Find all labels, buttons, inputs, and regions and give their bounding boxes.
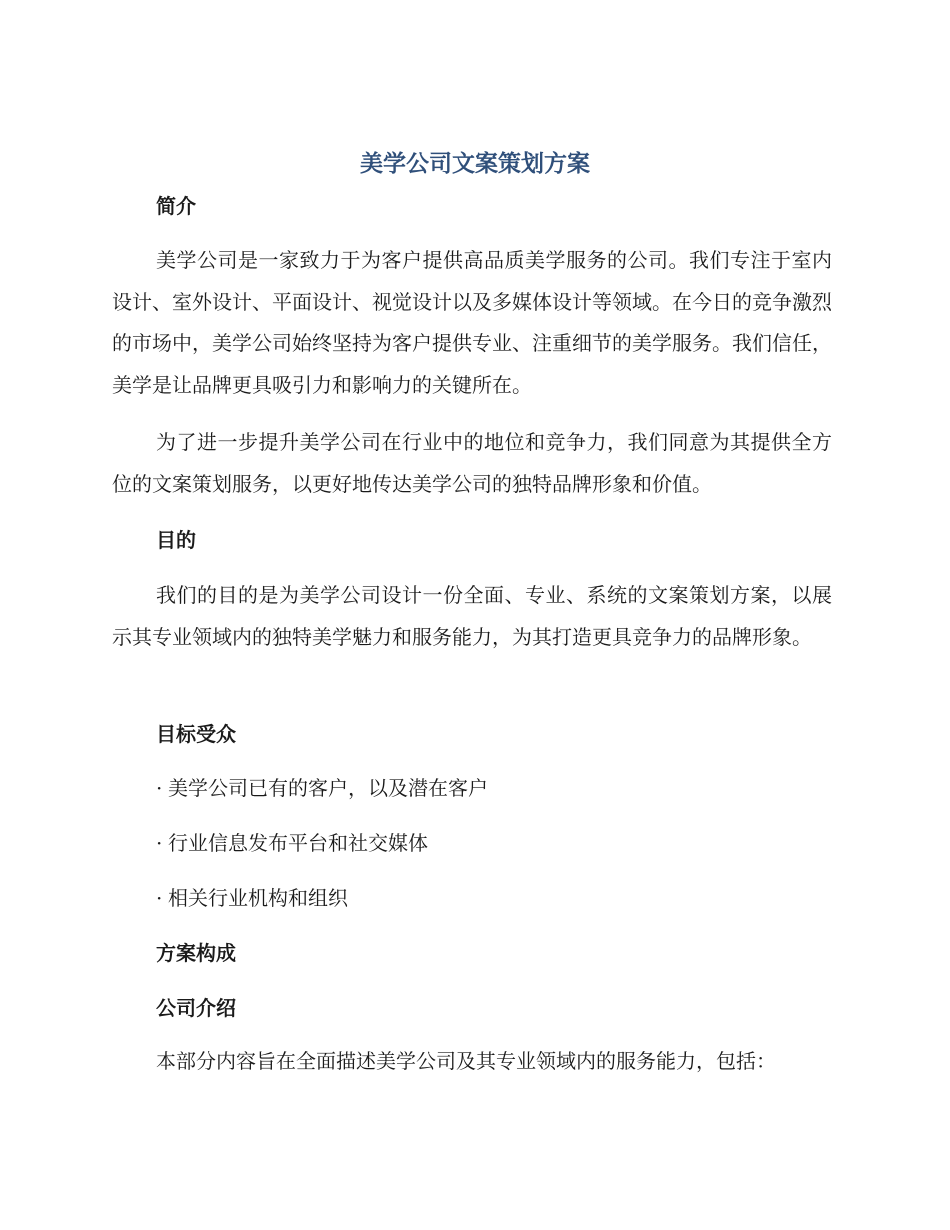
intro-paragraph-2: 为了进一步提升美学公司在行业中的地位和竞争力，我们同意为其提供全方位的文案策划服务，以更好地传达美学公司的独特品牌形象和价值。	[112, 430, 832, 496]
list-item-text: 行业信息发布平台和社交媒体	[168, 831, 428, 855]
list-item-text: 美学公司已有的客户，以及潜在客户	[168, 776, 488, 800]
bullet-icon: ·	[156, 776, 163, 800]
section-heading-structure: 方案构成	[156, 941, 236, 965]
list-item	[156, 827, 428, 859]
list-item	[156, 772, 488, 804]
section-heading-audience: 目标受众	[156, 722, 236, 746]
section-heading-company: 公司介绍	[156, 996, 236, 1020]
section-heading-purpose: 目的	[156, 528, 196, 552]
intro-paragraph-1: 美学公司是一家致力于为客户提供高品质美学服务的公司。我们专注于室内设计、室外设计、平面设计、视觉设计以及多媒体设计等领域。在今日的竞争激烈的市场中，美学公司始终坚持为客户提供专业、注重细节的美学服务。我们信任，美学是让品牌更具吸引力和影响力的关键所在。	[112, 248, 832, 397]
section-heading-intro: 简介	[156, 194, 196, 218]
list-item	[156, 882, 348, 914]
document-title: 美学公司文案策划方案	[360, 151, 590, 177]
list-item-text: 相关行业机构和组织	[168, 886, 348, 910]
bullet-icon: ·	[156, 886, 163, 910]
company-paragraph: 本部分内容旨在全面描述美学公司及其专业领域内的服务能力，包括：	[156, 1049, 776, 1073]
bullet-icon: ·	[156, 831, 163, 855]
purpose-paragraph: 我们的目的是为美学公司设计一份全面、专业、系统的文案策划方案，以展示其专业领域内的独特美学魅力和服务能力，为其打造更具竞争力的品牌形象。	[112, 583, 832, 649]
